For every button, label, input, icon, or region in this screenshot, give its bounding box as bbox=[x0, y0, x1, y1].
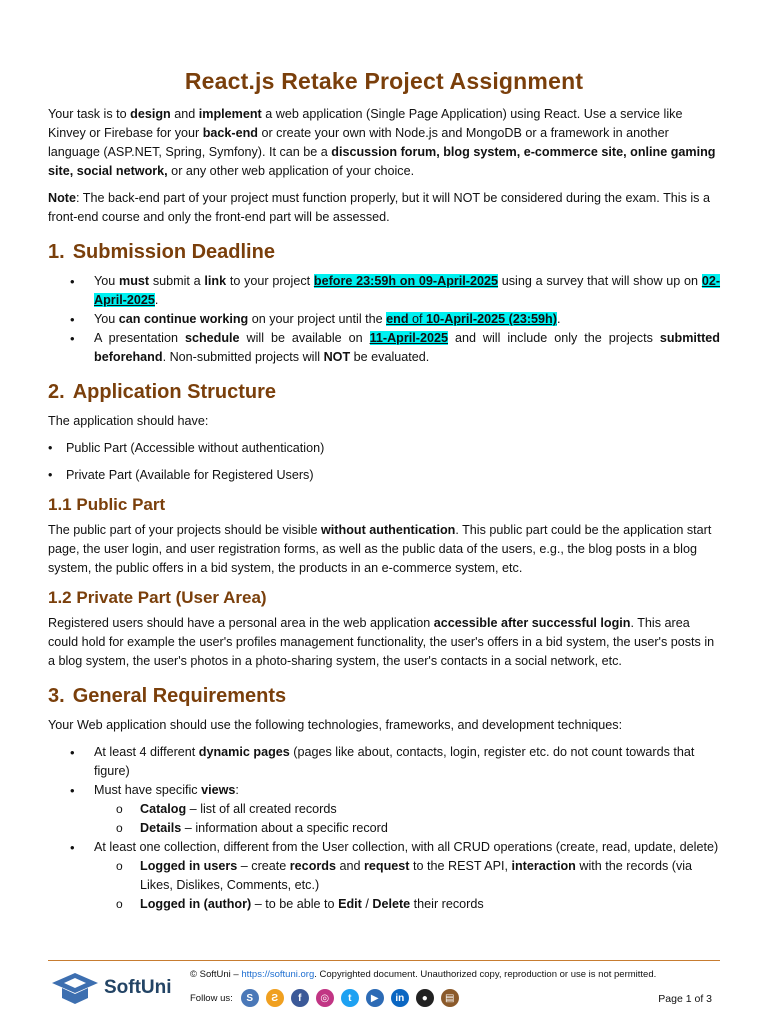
text: . Copyrighted document. Unauthorized copy, reproduction or use is not permitted. bbox=[314, 969, 657, 980]
note-label: Note bbox=[48, 191, 76, 205]
section-number: 1. bbox=[48, 241, 65, 263]
follow-us bbox=[190, 989, 466, 1007]
intro-paragraph bbox=[48, 105, 720, 181]
text: and bbox=[335, 859, 364, 873]
highlighted-text: of bbox=[408, 312, 427, 326]
bold-text: Delete bbox=[372, 897, 411, 911]
list-item bbox=[48, 838, 720, 914]
subsection-heading-public-part: 1.1 Public Part bbox=[48, 495, 166, 514]
lead-paragraph: The application should have: bbox=[48, 414, 209, 428]
logo-text: SoftUni bbox=[104, 977, 172, 998]
text: be evaluated. bbox=[350, 350, 430, 364]
views-sublist bbox=[94, 800, 720, 838]
sublist-item bbox=[94, 857, 720, 895]
sublist-item bbox=[94, 895, 720, 914]
bold-text: without authentication bbox=[321, 523, 456, 537]
bold-text: request bbox=[364, 859, 410, 873]
softuni-icon[interactable]: S bbox=[241, 989, 259, 1007]
twitter-icon[interactable]: t bbox=[341, 989, 359, 1007]
bold-text: implement bbox=[198, 107, 262, 121]
list-item bbox=[48, 743, 720, 781]
instagram-icon[interactable]: ◎ bbox=[316, 989, 334, 1007]
section-title: Submission Deadline bbox=[72, 241, 275, 263]
text: . This public part could be the application start page, the user login, and user registration forms, as well as the public data of the users, e.g., the blog posts in a blog system, the public offers in a bid system, the products in an e-commerce system, etc. bbox=[48, 523, 712, 575]
text: Registered users should have a personal area in the web application bbox=[48, 616, 434, 630]
bold-text: accessible after successful login bbox=[433, 616, 631, 630]
text: Must have specific bbox=[94, 783, 202, 797]
bold-text: interaction bbox=[511, 859, 576, 873]
bold-text: submitted beforehand bbox=[94, 331, 720, 364]
linkedin-icon[interactable]: in bbox=[391, 989, 409, 1007]
social-icons bbox=[241, 989, 466, 1007]
section-heading-submission-deadline bbox=[48, 241, 720, 264]
text: © SoftUni – bbox=[190, 969, 242, 980]
list-item: • Public Part (Accessible without authentication) bbox=[48, 439, 720, 458]
text: and bbox=[170, 107, 199, 121]
softuni-link[interactable]: https://softuni.org bbox=[241, 969, 315, 980]
text: . bbox=[154, 293, 159, 307]
note-paragraph bbox=[48, 189, 720, 227]
crud-sublist bbox=[94, 857, 720, 914]
highlighted-date: 02-April-2025 bbox=[94, 274, 721, 307]
softuni-logo[interactable] bbox=[50, 971, 172, 1005]
bold-text: Logged in users bbox=[140, 859, 238, 873]
requirements-list bbox=[48, 743, 720, 914]
text: The public part of your projects should be visible bbox=[48, 523, 322, 537]
text: – create bbox=[237, 859, 290, 873]
text: At least 4 different bbox=[94, 745, 199, 759]
text: to your project bbox=[226, 274, 314, 288]
text: You bbox=[94, 274, 119, 288]
public-part-paragraph bbox=[48, 521, 720, 578]
blog-icon[interactable]: ▤ bbox=[441, 989, 459, 1007]
youtube-icon[interactable]: ▶ bbox=[366, 989, 384, 1007]
text: a web application (Single Page Application) using React. Use a service like Kinvey or Firebase for your bbox=[48, 107, 683, 140]
bold-text: dynamic pages bbox=[198, 745, 290, 759]
private-part-paragraph bbox=[48, 614, 720, 671]
bold-text: must bbox=[119, 274, 150, 288]
page-title: React.js Retake Project Assignment bbox=[184, 68, 584, 94]
bold-text: can continue working bbox=[118, 312, 249, 326]
github-icon[interactable]: ● bbox=[416, 989, 434, 1007]
text: or any other web application of your choice. bbox=[167, 164, 415, 178]
text: or create your own with Node.js and MongoDB or a framework in another language (ASP.NET, Spring, Symfony). It can be a bbox=[48, 126, 669, 159]
text: . bbox=[556, 312, 561, 326]
highlighted-text: end bbox=[386, 312, 409, 326]
text: to the REST API, bbox=[409, 859, 512, 873]
copyright-text bbox=[190, 969, 656, 980]
highlighted-date: 10-April-2025 (23:59h) bbox=[426, 312, 557, 326]
softuni-foundation-icon[interactable]: Ƨ bbox=[266, 989, 284, 1007]
text: – list of all created records bbox=[186, 802, 337, 816]
graduation-cap-icon bbox=[50, 971, 100, 1005]
structure-list bbox=[48, 439, 720, 485]
highlighted-deadline: before 23:59h on 09-April-2025 bbox=[313, 274, 499, 288]
section-title: General Requirements bbox=[72, 685, 287, 707]
bold-text: views bbox=[201, 783, 236, 797]
text: . Non-submitted projects will bbox=[162, 350, 324, 364]
text: : The back-end part of your project must function properly, but it will NOT be considered during the exam. This is a front-end course and only the front-end part will be assessed. bbox=[48, 191, 710, 224]
text: will be available on bbox=[239, 331, 370, 345]
text: At least one collection, different from the User collection, with all CRUD operations (create, read, update, delete) bbox=[94, 840, 719, 854]
bold-text: NOT bbox=[323, 350, 351, 364]
bold-text: Edit bbox=[338, 897, 362, 911]
sublist-item bbox=[94, 819, 720, 838]
document-page bbox=[48, 68, 720, 920]
section-number: 3. bbox=[48, 685, 65, 707]
facebook-icon[interactable]: f bbox=[291, 989, 309, 1007]
lead-paragraph: Your Web application should use the following technologies, frameworks, and development techniques: bbox=[48, 718, 623, 732]
text: You bbox=[94, 312, 119, 326]
page-number: Page 1 of 3 bbox=[658, 993, 712, 1005]
bold-text: records bbox=[289, 859, 336, 873]
deadline-list bbox=[48, 272, 720, 367]
text: . This area could hold for example the user's profiles management functionality, the user's offers in a bid system, the user's posts in a blog system, the user's photos in a photo-sharing system, the user's contacts in a social network, etc. bbox=[48, 616, 715, 668]
sublist-item bbox=[94, 800, 720, 819]
text: and will include only the projects bbox=[447, 331, 660, 345]
section-title: Application Structure bbox=[72, 381, 277, 403]
bold-text: Logged in (author) bbox=[140, 897, 252, 911]
bold-text: link bbox=[204, 274, 227, 288]
list-item bbox=[48, 781, 720, 838]
text: / bbox=[361, 897, 373, 911]
bold-text: discussion forum, blog system, e-commerce site, online gaming site, social network, bbox=[48, 145, 716, 178]
section-heading-application-structure bbox=[48, 381, 720, 404]
text: – information about a specific record bbox=[181, 821, 388, 835]
bold-text: back-end bbox=[202, 126, 258, 140]
list-item: • Private Part (Available for Registered Users) bbox=[48, 466, 720, 485]
bold-text: Details bbox=[140, 821, 182, 835]
list-item bbox=[48, 329, 720, 367]
text: – to be able to bbox=[251, 897, 339, 911]
section-number: 2. bbox=[48, 381, 65, 403]
subsection-heading-private-part: 1.2 Private Part (User Area) bbox=[48, 588, 267, 607]
text: : bbox=[235, 783, 239, 797]
bold-text: design bbox=[130, 107, 171, 121]
follow-label: Follow us: bbox=[190, 992, 233, 1004]
text: submit a bbox=[149, 274, 205, 288]
list-item bbox=[48, 272, 720, 310]
text: Your task is to bbox=[48, 107, 131, 121]
text: using a survey that will show up on bbox=[498, 274, 702, 288]
page-footer bbox=[48, 960, 720, 1017]
bold-text: Catalog bbox=[140, 802, 187, 816]
section-heading-general-requirements bbox=[48, 685, 720, 708]
text: A presentation bbox=[94, 331, 185, 345]
highlighted-date: 11-April-2025 bbox=[369, 331, 448, 345]
text: their records bbox=[410, 897, 484, 911]
list-item bbox=[48, 310, 720, 329]
text: on your project until the bbox=[248, 312, 387, 326]
text: with the records (via Likes, Dislikes, Comments, etc.) bbox=[140, 859, 693, 892]
text: (pages like about, contacts, login, register etc. do not count towards that figure) bbox=[94, 745, 695, 778]
bold-text: schedule bbox=[184, 331, 240, 345]
